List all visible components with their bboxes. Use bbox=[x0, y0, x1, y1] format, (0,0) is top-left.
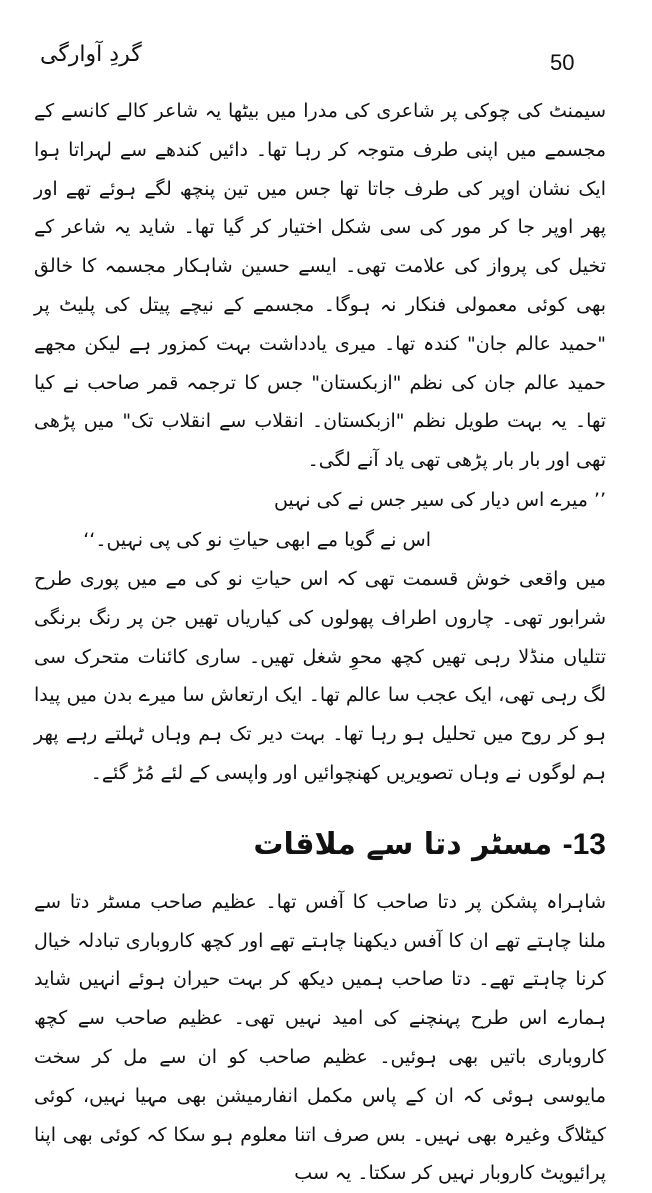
verse-line-1: ’’ میرے اس دیار کی سیر جس نے کی نہیں bbox=[273, 488, 606, 511]
paragraph-3: شاہراہ پشکن پر دتا صاحب کا آفس تھا۔ عظیم صاحب مسٹر دتا سے ملنا چاہتے تھے ان کا آفس دیکھنا چاہتے تھے اور کچھ کاروباری تبادلہ خیال کرنا چاہتے تھے۔ دتا صاحب ہمیں دیکھ کر بہت حیران ہوئے انہیں شاید ہمارے اس طرح پہنچنے کی امید نہیں تھی۔ عظیم صاحب سے کچھ کاروباری باتیں بھی ہوئیں۔ عظیم صاحب کو ان سے مل کر سخت مایوسی ہوئی کہ ان کے پاس مکمل انفارمیشن بھی مہیا نہیں، کوئی کیٹلاگ وغیرہ بھی نہیں۔ بس صرف اتنا معلوم ہو سکا کہ کوئی بھی اپنا پرائیویٹ کاروبار نہیں کر سکتا۔ یہ سب bbox=[34, 890, 606, 1185]
section-title: مسٹر دتا سے ملاقات bbox=[253, 826, 553, 862]
verse-line-2: اس نے گویا مے ابھی حیاتِ نو کی پی نہیں۔‘‘ bbox=[83, 528, 431, 551]
paragraph-1: سیمنٹ کی چوکی پر شاعری کی مدرا میں بیٹھا یہ شاعر کالے کانسے کے مجسمے میں اپنی طرف متوجہ کر رہا تھا۔ دائیں کندھے سے لہراتا ہوا ایک نشان اوپر کی طرف جاتا تھا جس میں تین پنچھ لگے ہوئے تھے اور پھر اوپر جا کر مور کی سی شکل اختیار کر گیا تھا۔ شاید یہ شاعر کے تخیل کی پرواز کی علامت تھی۔ ایسے حسین شاہکار مجسمہ کا خالق بھی کوئی معمولی فنکار نہ ہوگا۔ مجسمے کے نیچے پیتل کی پلیٹ پر "حمید عالم جان" کندہ تھا۔ میری یادداشت بہت کمزور ہے لیکن مجھے حمید عالم جان کی نظم "ازبکستان" جس کا ترجمہ قمر صاحب نے کیا تھا۔ یہ بہت طویل نظم "ازبکستان۔ انقلاب سے انقلاب تک" میں پڑھی تھی اور بار بار پڑھی تھی یاد آنے لگی۔ bbox=[34, 100, 606, 472]
section-heading bbox=[34, 823, 606, 867]
section-number: 13- bbox=[562, 827, 606, 861]
page-number: 50 bbox=[550, 50, 575, 75]
page-header bbox=[40, 40, 612, 86]
page-body bbox=[34, 92, 606, 1193]
running-title: گردِ آوارگی bbox=[40, 42, 142, 67]
paragraph-2: میں واقعی خوش قسمت تھی کہ اس حیاتِ نو کی مے میں پوری طرح شرابور تھی۔ چاروں اطراف پھولوں کی کیاریاں تھیں جن پر رنگ برنگی تتلیاں منڈلا رہی تھیں کچھ محوِ شغل تھیں۔ ساری کائنات متحرک سی لگ رہی تھی، ایک عجب سا عالم تھا۔ ایک ارتعاش سا میرے بدن میں پیدا ہو کر روح میں تحلیل ہو رہا تھا۔ بہت دیر تک ہم وہاں ٹہلتے رہے پھر ہم لوگوں نے وہاں تصویریں کھنچوائیں اور واپسی کے لئے مُڑ گئے۔ bbox=[34, 567, 606, 784]
